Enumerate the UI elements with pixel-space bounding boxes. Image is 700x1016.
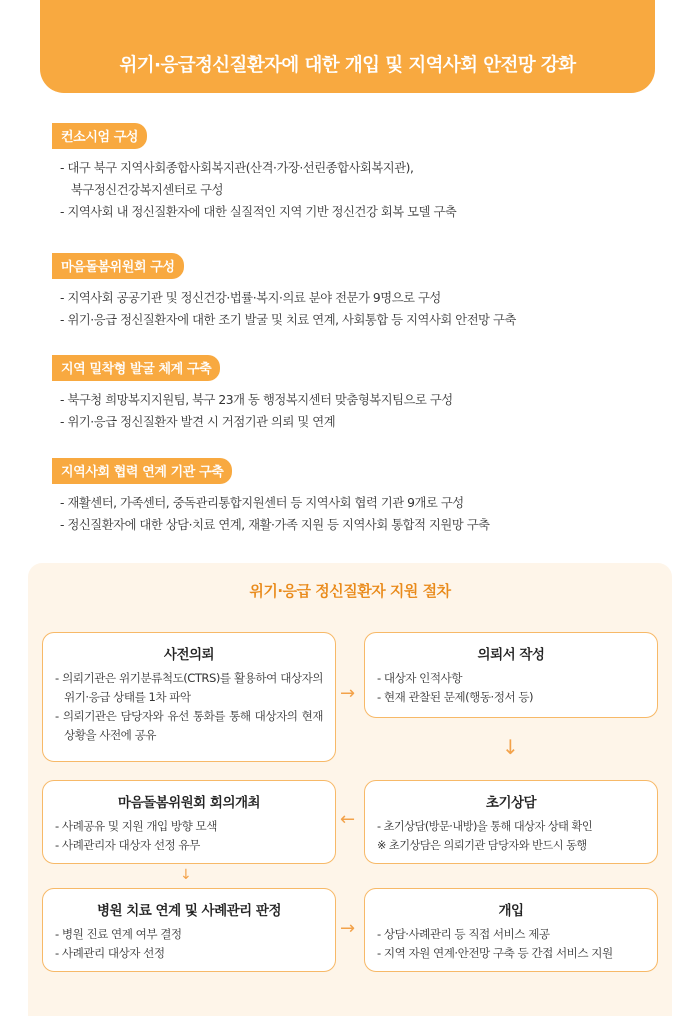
step-title: 사전의뢰 — [163, 647, 215, 663]
bullet-list — [60, 157, 672, 223]
bullet-item: - 지역사회 내 정신질환자에 대한 실질적인 지역 기반 정신건강 회복 모델 구축 — [60, 205, 457, 219]
step-line: - 사례관리 대상자 선정 — [55, 946, 165, 960]
step-title: 의뢰서 작성 — [477, 647, 545, 663]
section-badge: 지역 밀착형 발굴 체계 구축 — [52, 355, 220, 381]
step-lines — [55, 925, 323, 963]
bullet-item: - 위기·응급 정신질환자에 대한 조기 발굴 및 치료 연계, 사회통합 등 지역사회 안전망 구축 — [60, 313, 516, 327]
step-line: - 대상자 인적사항 — [377, 671, 462, 685]
step-referral-form — [364, 632, 658, 718]
bullet-item: - 대구 북구 지역사회종합사회복지관(산격·가장·선린종합사회복지관), — [60, 161, 414, 175]
step-lines — [377, 925, 645, 963]
step-line: - 의뢰기관은 위기분류척도(CTRS)를 활용하여 대상자의 위기·응급 상태를 1차 파악 — [55, 671, 323, 704]
step-lines — [55, 817, 323, 855]
bullet-list — [60, 389, 672, 433]
procedure-title: 위기·응급 정신질환자 지원 절차 — [249, 582, 451, 600]
step-lines — [377, 669, 645, 707]
step-intervention — [364, 888, 658, 972]
bullet-item: - 정신질환자에 대한 상담·치료 연계, 재활·가족 지원 등 지역사회 통합적 지원망 구축 — [60, 518, 490, 532]
step-lines — [55, 669, 323, 745]
header-banner — [40, 0, 655, 93]
arrow-down-icon: ↓ — [502, 735, 519, 759]
arrow-right-icon: → — [340, 918, 356, 939]
step-initial-counsel — [364, 780, 658, 864]
section-consortium — [52, 123, 672, 223]
step-line: - 사례공유 및 지원 개입 방향 모색 — [55, 819, 217, 833]
bullet-list — [60, 287, 672, 331]
step-line: ※ 초기상담은 의뢰기관 담당자와 반드시 동행 — [377, 839, 587, 852]
step-title: 초기상담 — [485, 795, 537, 811]
bullet-item: 북구정신건강복지센터로 구성 — [71, 183, 224, 197]
step-line: - 상담·사례관리 등 직접 서비스 제공 — [377, 927, 550, 941]
arrow-right-icon: → — [340, 683, 356, 704]
bullet-item: - 지역사회 공공기관 및 정신건강·법률·복지·의료 분야 전문가 9명으로 구성 — [60, 291, 441, 305]
step-hospital-decision — [42, 888, 336, 972]
arrow-left-icon: ← — [340, 809, 356, 830]
section-discovery — [52, 355, 672, 433]
step-pre-referral — [42, 632, 336, 762]
section-badge: 컨소시엄 구성 — [52, 123, 147, 149]
bullet-item: - 북구청 희망복지지원팀, 북구 23개 동 행정복지센터 맞춤형복지팀으로 구성 — [60, 393, 453, 407]
page-title: 위기·응급정신질환자에 대한 개입 및 지역사회 안전망 강화 — [119, 55, 576, 76]
step-line: - 병원 진료 연계 여부 결정 — [55, 927, 182, 941]
step-title: 마음돌봄위원회 회의개최 — [117, 795, 261, 811]
step-committee-meeting — [42, 780, 336, 864]
bullet-item: - 재활센터, 가족센터, 중독관리통합지원센터 등 지역사회 협력 기관 9개로 구성 — [60, 496, 464, 510]
step-line: - 초기상담(방문·내방)을 통해 대상자 상태 확인 — [377, 820, 593, 833]
step-title: 개입 — [498, 903, 524, 919]
section-badge: 마음돌봄위원회 구성 — [52, 253, 184, 279]
step-line: - 의뢰기관은 담당자와 유선 통화를 통해 대상자의 현재 상황을 사전에 공유 — [55, 709, 323, 742]
step-lines — [377, 817, 645, 855]
bullet-list — [60, 492, 672, 536]
step-line: - 지역 자원 연계·안전망 구축 등 간접 서비스 지원 — [377, 946, 613, 960]
section-badge: 지역사회 협력 연계 기관 구축 — [52, 458, 232, 484]
step-line: - 현재 관찰된 문제(행동·정서 등) — [377, 690, 534, 704]
step-title: 병원 치료 연계 및 사례관리 판정 — [96, 903, 282, 919]
bullet-item: - 위기·응급 정신질환자 발견 시 거점기관 의뢰 및 연계 — [60, 415, 336, 429]
step-line: - 사례관리자 대상자 선정 유무 — [55, 838, 200, 852]
section-cooperation — [52, 458, 672, 536]
arrow-down-icon: ↓ — [180, 867, 192, 883]
section-committee — [52, 253, 672, 331]
